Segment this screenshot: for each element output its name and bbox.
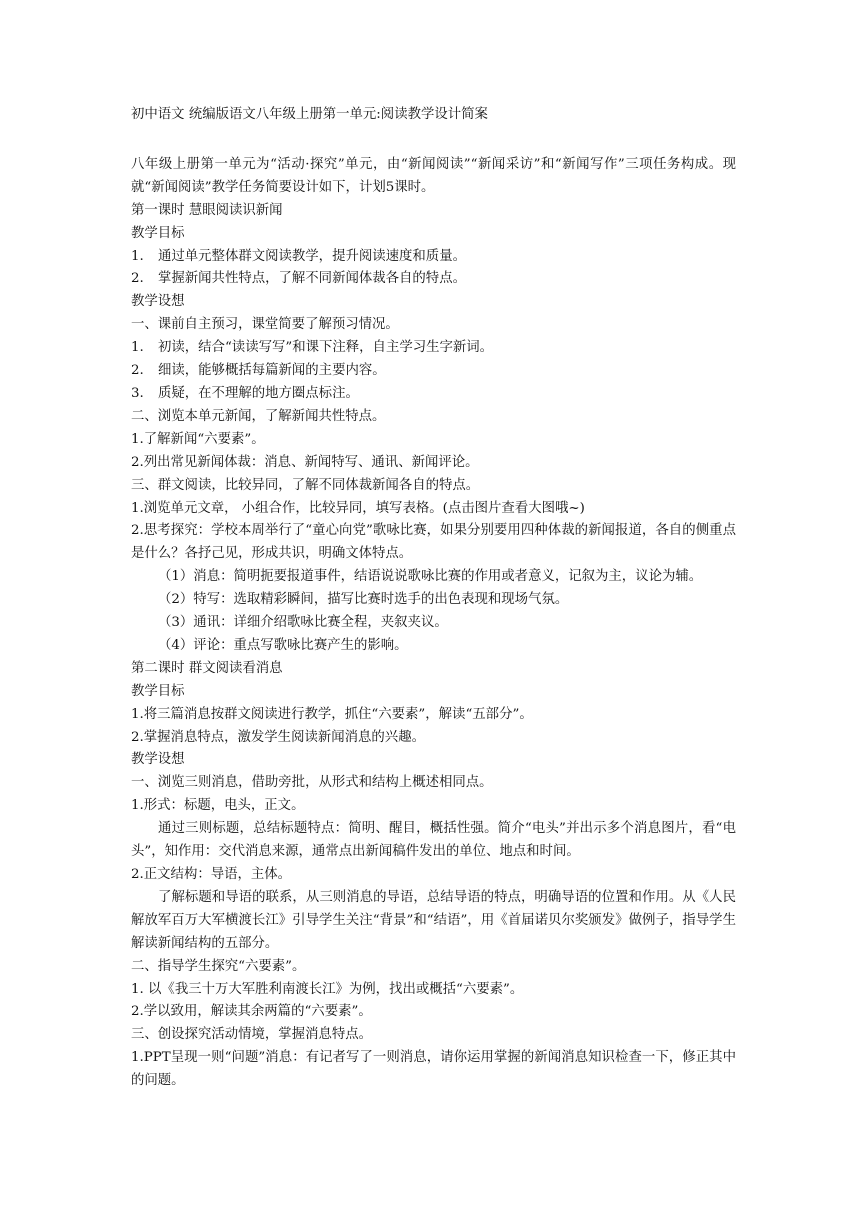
- list-item: 2.学以致用，解读其余两篇的“六要素”。: [131, 1004, 372, 1020]
- body-paragraph: 了解标题和导语的联系，从三则消息的导语，总结导语的特点，明确导语的位置和作用。从《人民解放军百万大军横渡长江》引导学生关注“背景”和“结语”，用《首届诺贝尔奖颁发》做例子，指导学生解读新闻结构的五部分。: [131, 889, 736, 951]
- lesson-2-heading: 第二课时 群文阅读看消息: [131, 660, 283, 676]
- list-item: 2.掌握消息特点，激发学生阅读新闻消息的兴趣。: [131, 729, 425, 745]
- list-item: [131, 360, 736, 383]
- list-text: 初读，结合“读读写写”和课下注释，自主学习生字新词。: [158, 340, 494, 356]
- section-heading: 教学设想: [131, 752, 185, 768]
- intro-paragraph: 八年级上册第一单元为“活动·探究”单元，由“新闻阅读”“新闻采访”和“新闻写作”三项任务构成。现就“新闻阅读”教学任务简要设计如下，计划5课时。: [131, 156, 736, 195]
- document-body: [131, 104, 736, 1093]
- document-title: 初中语文 统编版语文八年级上册第一单元:阅读教学设计简案: [131, 107, 488, 122]
- sub-item: （4）评论：重点写歌咏比赛产生的影响。: [158, 637, 408, 653]
- list-item: 2.思考探究：学校本周举行了“童心向党”歌咏比赛，如果分别要用四种体裁的新闻报道，各自的侧重点是什么？各抒己见，形成共识，明确文体特点。: [131, 523, 736, 562]
- section-heading: 教学目标: [131, 225, 185, 241]
- list-item: [131, 246, 736, 269]
- list-item: [131, 383, 736, 406]
- list-item: 1.PPT呈现一则“问题”消息：有记者写了一则消息，请你运用掌握的新闻消息知识检查一下，修正其中的问题。: [131, 1050, 736, 1089]
- sub-item: （1）消息：简明扼要报道事件，结语说说歌咏比赛的作用或者意义，记叙为主，议论为辅。: [158, 569, 703, 585]
- list-text: 细读，能够概括每篇新闻的主要内容。: [158, 363, 386, 379]
- list-item: 1.将三篇消息按群文阅读进行教学，抓住“六要素”，解读“五部分”。: [131, 706, 533, 722]
- step-heading: 三、创设探究活动情境，掌握消息特点。: [131, 1027, 373, 1043]
- list-number: 1.: [131, 248, 144, 264]
- list-number: 2.: [131, 363, 144, 379]
- step-heading: 二、浏览本单元新闻，了解新闻共性特点。: [131, 408, 386, 424]
- list-item: 2.正文结构：导语，主体。: [131, 867, 292, 882]
- sub-item: （2）特写：选取精彩瞬间，描写比赛时选手的出色表现和现场气氛。: [158, 592, 569, 608]
- sub-item: （3）通讯：详细介绍歌咏比赛全程，夹叙夹议。: [158, 615, 448, 631]
- list-item: [131, 268, 736, 291]
- list-item: 1.了解新闻“六要素”。: [131, 431, 265, 447]
- section-heading: 教学目标: [131, 683, 185, 699]
- lesson-1-heading: 第一课时 慧眼阅读识新闻: [131, 202, 283, 218]
- step-heading: 三、群文阅读，比较异同，了解不同体裁新闻各自的特点。: [131, 477, 480, 493]
- list-number: 1.: [131, 340, 144, 356]
- list-number: 2.: [131, 271, 144, 287]
- step-heading: 一、浏览三则消息，借助旁批，从形式和结构上概述相同点。: [131, 775, 493, 791]
- list-text: 掌握新闻共性特点，了解不同新闻体裁各自的特点。: [158, 271, 466, 287]
- step-heading: 二、指导学生探究“六要素”。: [131, 958, 306, 974]
- list-item: [131, 337, 736, 360]
- list-text: 通过单元整体群文阅读教学，提升阅读速度和质量。: [158, 248, 466, 264]
- list-item: 1. 以《我三十万大军胜利南渡长江》为例，找出或概括“六要素”。: [131, 981, 524, 997]
- list-item: 2.列出常见新闻体裁：消息、新闻特写、通讯、新闻评论。: [131, 454, 479, 470]
- list-text: 质疑，在不理解的地方圈点标注。: [158, 385, 359, 401]
- list-item: 1.形式：标题，电头，正文。: [131, 798, 305, 814]
- body-paragraph: 通过三则标题，总结标题特点：简明、醒目，概括性强。简介“电头”并出示多个消息图片，看“电头”，知作用：交代消息来源，通常点出新闻稿件发出的单位、地点和时间。: [131, 821, 736, 860]
- list-number: 3.: [131, 385, 144, 401]
- step-heading: 一、课前自主预习，课堂简要了解预习情况。: [131, 317, 399, 333]
- section-heading: 教学设想: [131, 294, 185, 310]
- list-item: 1.浏览单元文章， 小组合作，比较异同，填写表格。(点击图片查看大图哦~): [131, 500, 585, 516]
